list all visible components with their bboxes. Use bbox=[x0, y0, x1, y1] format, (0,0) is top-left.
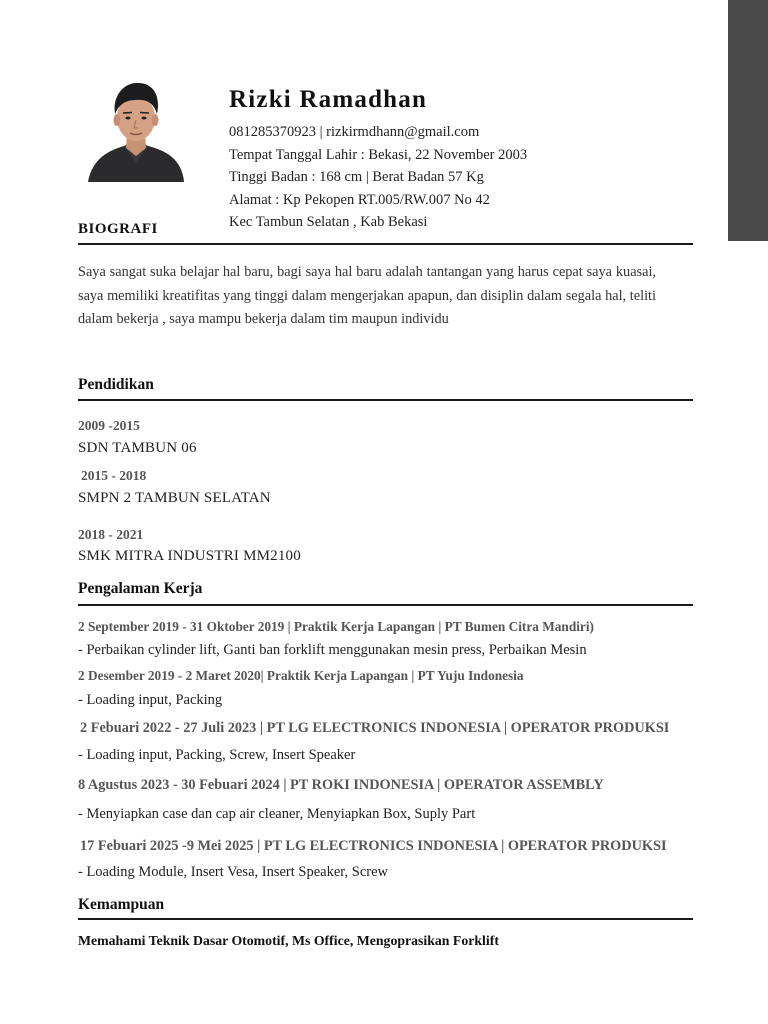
education-school: SMPN 2 TAMBUN SELATAN bbox=[78, 490, 271, 506]
experience-heading: 2 Febuari 2022 - 27 Juli 2023 | PT LG ELECTRONICS INDONESIA | OPERATOR PRODUKSI bbox=[80, 720, 670, 736]
birth-info: Tempat Tanggal Lahir : Bekasi, 22 November 2003 bbox=[229, 146, 528, 163]
skills-text: Memahami Teknik Dasar Otomotif, Ms Office, Mengoprasikan Forklift bbox=[78, 933, 499, 948]
education-years: 2018 - 2021 bbox=[78, 527, 144, 542]
biography-text: Saya sangat suka belajar hal baru, bagi saya hal baru adalah tantangan yang harus cepat saya kuasai, saya memiliki kreatifitas yang tinggi dalam mengerjakan apapun, dan disiplin dalam segala hal, teliti dalam bekerja , saya mampu bekerja dalam tim maupun individu bbox=[78, 264, 656, 327]
section-divider bbox=[78, 918, 693, 920]
contact-phone-email: 081285370923 | rizkirmdhann@gmail.com bbox=[229, 124, 480, 140]
education-years: 2015 - 2018 bbox=[81, 468, 147, 483]
section-title-biografi: BIOGRAFI bbox=[78, 221, 158, 237]
education-years: 2009 -2015 bbox=[78, 418, 140, 433]
address-line-2: Kec Tambun Selatan , Kab Bekasi bbox=[229, 214, 428, 231]
body-info: Tinggi Badan : 168 cm | Berat Badan 57 Kg bbox=[229, 169, 484, 186]
experience-heading: 2 September 2019 - 31 Oktober 2019 | Praktik Kerja Lapangan | PT Bumen Citra Mandiri) bbox=[78, 619, 594, 634]
section-title-pengalaman: Pengalaman Kerja bbox=[78, 580, 203, 597]
section-divider bbox=[78, 604, 693, 606]
section-divider bbox=[78, 399, 693, 401]
profile-photo bbox=[88, 78, 184, 182]
section-title-pendidikan: Pendidikan bbox=[78, 376, 154, 393]
experience-description: - Loading input, Packing bbox=[78, 692, 223, 708]
experience-heading: 17 Febuari 2025 -9 Mei 2025 | PT LG ELECTRONICS INDONESIA | OPERATOR PRODUKSI bbox=[80, 838, 667, 854]
education-school: SDN TAMBUN 06 bbox=[78, 440, 197, 456]
address-line-1: Alamat : Kp Pekopen RT.005/RW.007 No 42 bbox=[229, 191, 490, 208]
experience-description: - Perbaikan cylinder lift, Ganti ban forklift menggunakan mesin press, Perbaikan Mesin bbox=[78, 642, 587, 658]
candidate-name: Rizki Ramadhan bbox=[229, 86, 428, 113]
scrollbar-thumb[interactable] bbox=[728, 0, 768, 241]
experience-heading: 2 Desember 2019 - 2 Maret 2020| Praktik Kerja Lapangan | PT Yuju Indonesia bbox=[78, 668, 524, 683]
section-title-kemampuan: Kemampuan bbox=[78, 896, 165, 913]
education-school: SMK MITRA INDUSTRI MM2100 bbox=[78, 548, 301, 564]
contact-block bbox=[229, 121, 527, 234]
experience-description: - Loading input, Packing, Screw, Insert Speaker bbox=[78, 747, 356, 763]
experience-heading: 8 Agustus 2023 - 30 Febuari 2024 | PT ROKI INDONESIA | OPERATOR ASSEMBLY bbox=[78, 777, 604, 793]
experience-description: - Menyiapkan case dan cap air cleaner, Menyiapkan Box, Suply Part bbox=[78, 806, 476, 822]
experience-description: - Loading Module, Insert Vesa, Insert Speaker, Screw bbox=[78, 864, 389, 880]
section-divider bbox=[78, 243, 693, 245]
